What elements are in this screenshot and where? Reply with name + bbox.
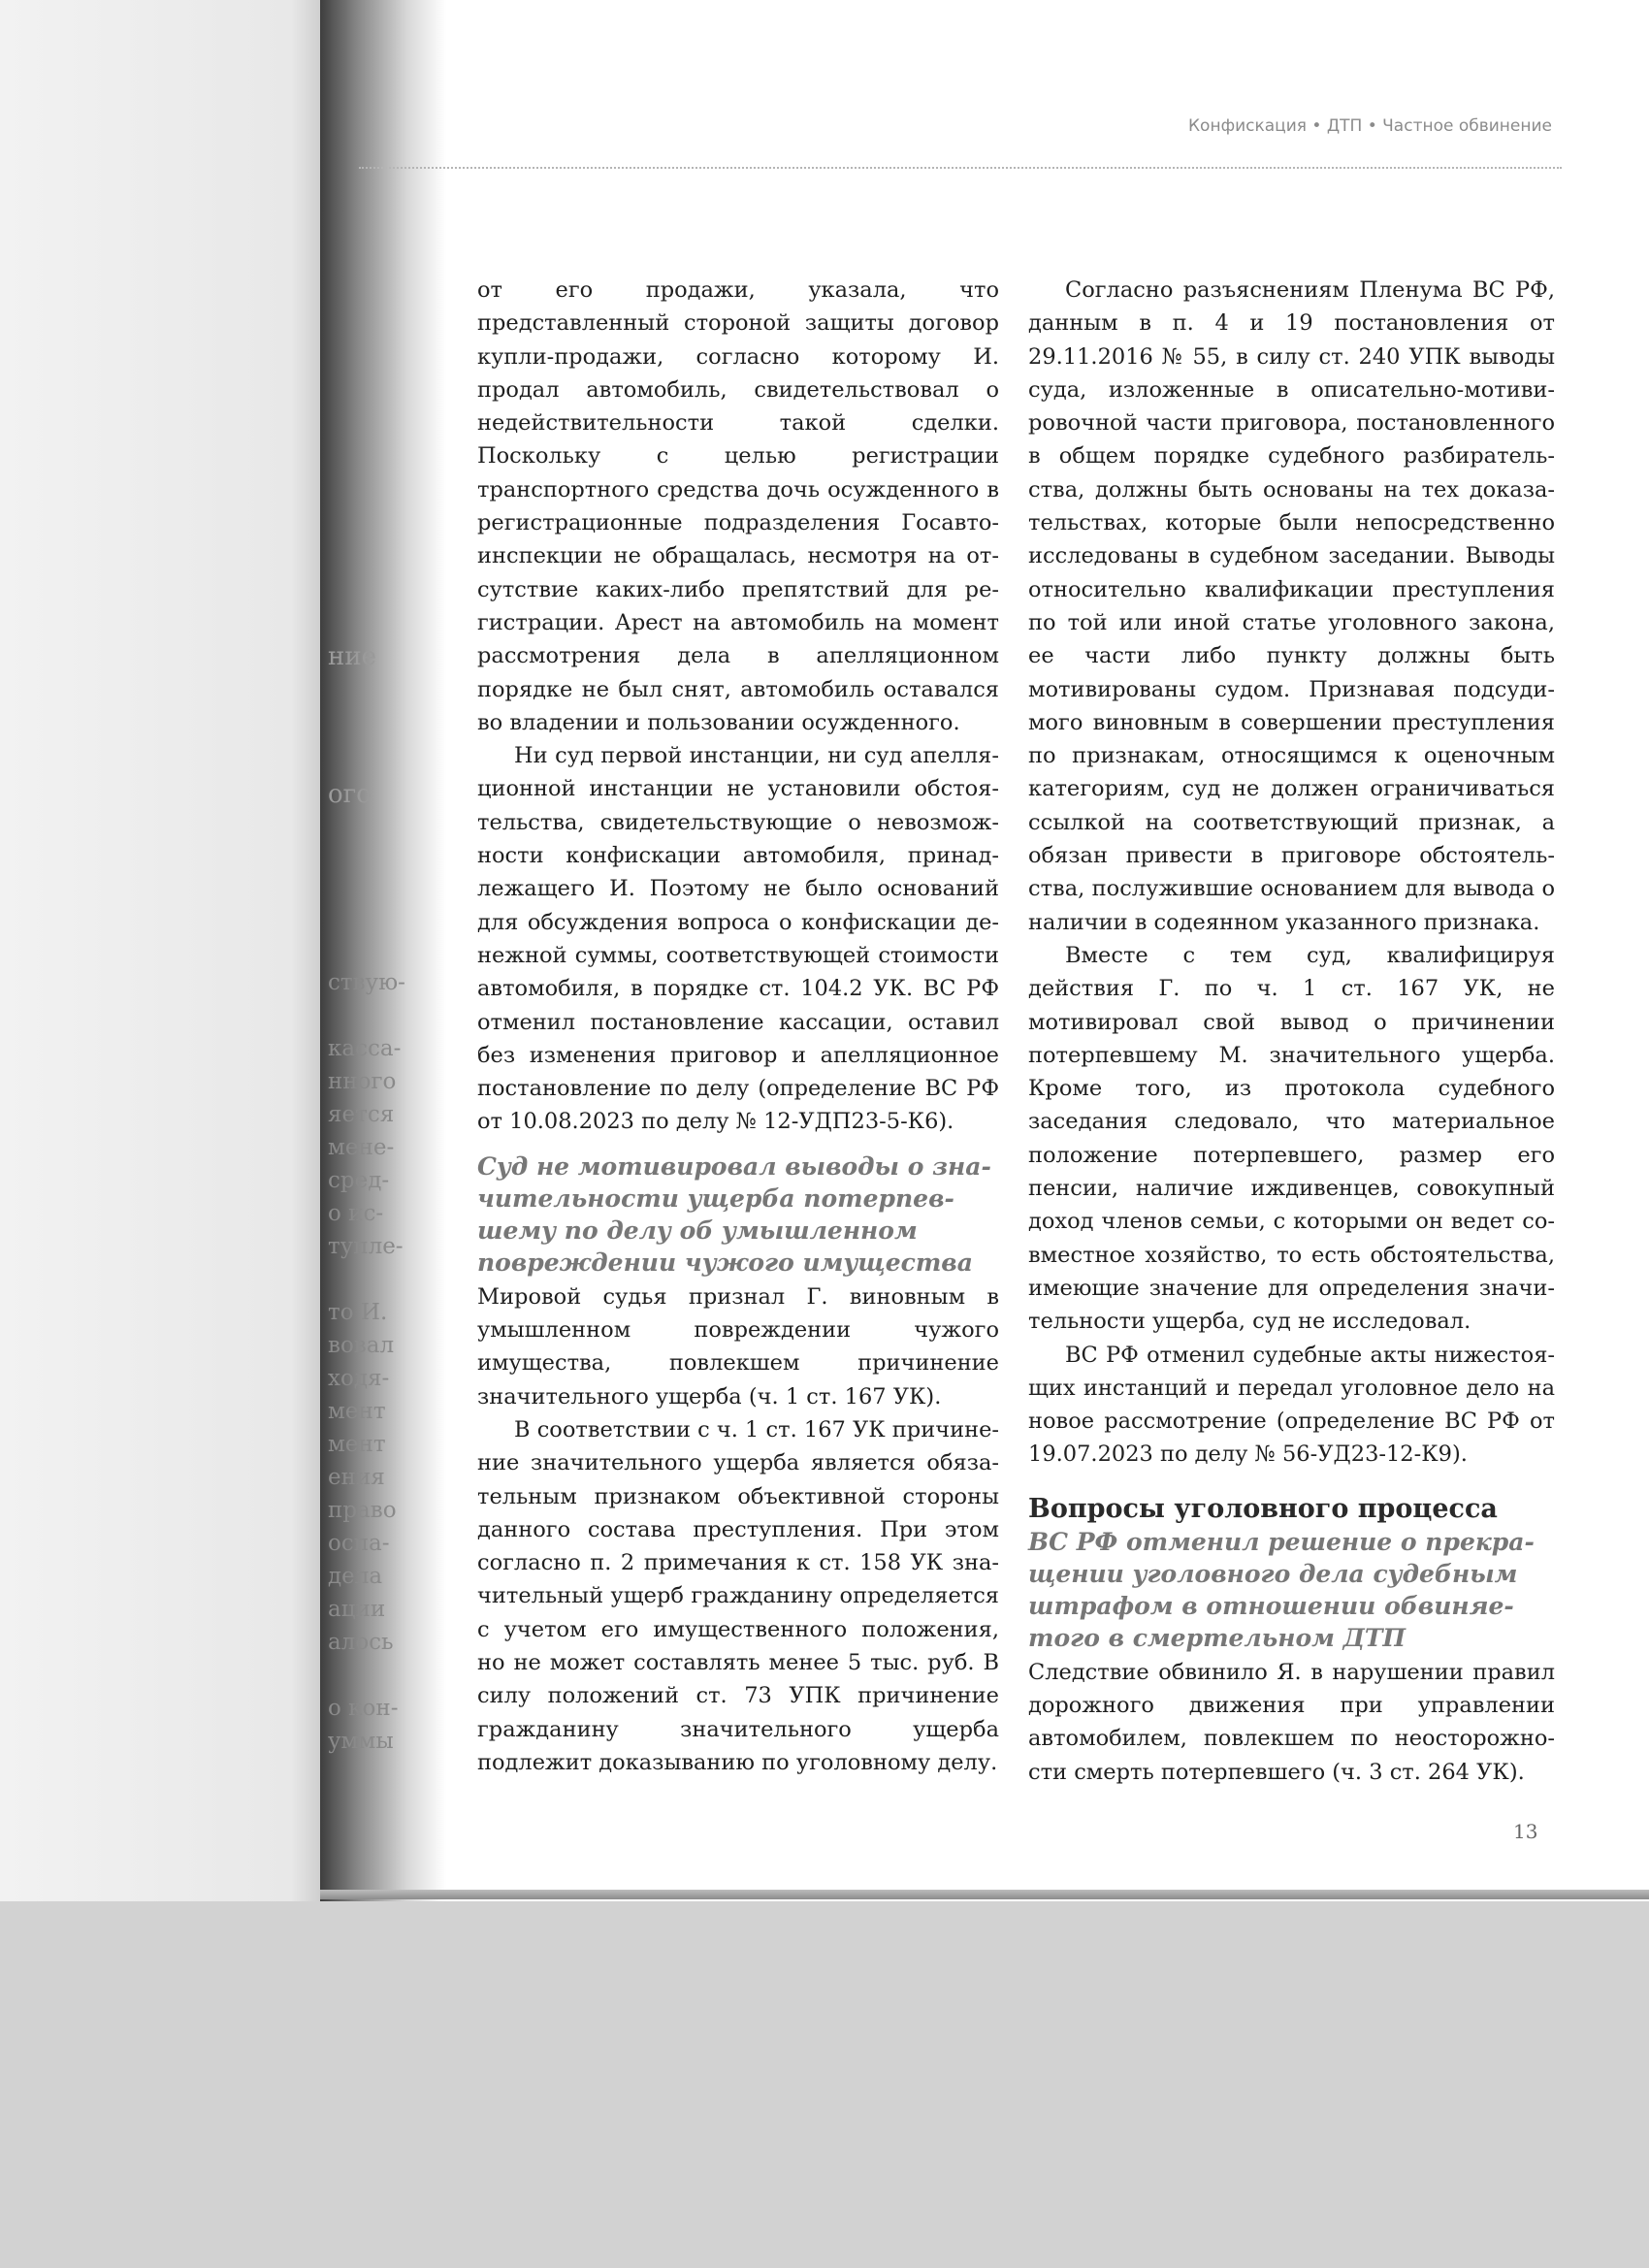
paragraph: ВС РФ отменил судебные акты нижестоящих инстанций и передал уголовное дело на новое рассмотрение (определение ВС РФ от 19.07.2023 по делу № 56-УД23-12-К9).: [1028, 1342, 1555, 1468]
left-page-fragment: мент: [328, 1399, 386, 1424]
left-page-fragment: мент: [328, 1432, 386, 1457]
left-page-fragment: вовал: [328, 1333, 395, 1358]
left-page-fragment: нного: [328, 1069, 397, 1094]
header-dotted-rule: [359, 167, 1562, 169]
running-header: Конфискация • ДТП • Частное обвинение: [1187, 116, 1552, 136]
left-page-fragment: то И.: [328, 1300, 388, 1325]
left-page-fragment: ние: [328, 642, 377, 671]
left-page-fragment: ения: [328, 1465, 385, 1490]
page-number: 13: [1513, 1820, 1538, 1843]
paragraph: Вместе с тем суд, квалифицируя действия Г. по ч. 1 ст. 167 УК, не мотивировал свой вывод о причинении потерпевшему М. значительного ущерба. Кроме того, из протокола судебного заседания следовало, что материальное положение потерпевшего, размер его пенсии, наличие иждивенцев, совокупный доход членов семьи, с которыми он ведет совместное хозяйство, то есть обстоятельства, имеющие значение для определения значительности ущерба, суд не исследовал.: [1028, 942, 1555, 1335]
left-page-fragment: ого: [328, 780, 372, 809]
section-title: Вопросы уголовного процесса: [1028, 1493, 1498, 1524]
left-page-fragment: тупле-: [328, 1234, 404, 1259]
left-page-fragment: касса-: [328, 1036, 402, 1061]
page-bottom-edge: [320, 1890, 1649, 1899]
article-subheading: ВС РФ отменил решение о прекращении уголовного дела судебным штрафом в отношении обвиняеmого в смертельном ДТП: [1028, 1527, 1535, 1652]
left-page-fragment: право: [328, 1498, 397, 1523]
left-column: [477, 274, 999, 1779]
left-page-fragment: оспа-: [328, 1531, 390, 1556]
left-page-fragment: о ис-: [328, 1201, 384, 1226]
left-page-fragment: мене-: [328, 1135, 395, 1160]
left-page-fragment: о кон-: [328, 1696, 399, 1721]
paragraph: В соответствии с ч. 1 ст. 167 УК причинение значительного ущерба является обязательным признаком объективной стороны данного состава преступления. При этом согласно п. 2 примечания к ст. 158 УК значительный ущерб гражданину определяется с учетом его имущественного положения, но не может составлять менее 5 тыс. руб. В силу положений ст. 73 УПК причинение гражданину значительного ущерба подлежит доказыванию по уголовному делу.: [477, 1416, 999, 1775]
left-page-fragment: сред-: [328, 1168, 390, 1193]
paragraph: от его продажи, указала, что представленный стороной защиты договор купли-продажи, согласно которому И. продал автомобиль, свидетельствовал о недействительности такой сделки. Поскольку с целью регистрации транспортного средства дочь осужденного в регистрационные подразделения Госавтоинспекции не обращалась, несмотря на отсутствие каких-либо препятствий для регистрации. Арест на автомобиль на момент рассмотрения дела в апелляционном порядке не был снят, автомобиль оставался во владении и пользовании осужденного.: [477, 277, 999, 735]
left-page-fragment: ствую-: [328, 970, 405, 995]
paragraph: Ни суд первой инстанции, ни суд апелляционной инстанции не установили обстоятельства, свидетельствующие о невозможности конфискации автомобиля, принадлежащего И. Поэтому не было оснований для обсуждения вопроса о конфискации денежной суммы, соответствующей стоимости автомобиля, в порядке ст. 104.2 УК. ВС РФ отменил постановление кассации, оставил без изменения приговор и апелляционное постановление по делу (определение ВС РФ от 10.08.2023 по делу № 12-УДП23-5-К6).: [477, 743, 999, 1135]
left-page-fragment: яется: [328, 1102, 395, 1127]
paragraph: Согласно разъяснениям Пленума ВС РФ, данным в п. 4 и 19 постановления от 29.11.2016 № 55, в силу ст. 240 УПК выводы суда, изложенные в описательно-мотивировочной части приговора, постановленного в общем порядке судебного разбирательства, должны быть основаны на тех доказательствах, которые были непосредственно исследованы в судебном заседании. Выводы относительно квалификации преступления по той или иной статье уголовного закона, ее части либо пункту должны быть мотивированы судом. Признавая подсудимого виновным в совершении преступления по признакам, относящимся к оценочным категориям, суд не должен ограничиваться ссылкой на соответствующий признак, а обязан привести в приговоре обстоятельства, послужившие основанием для вывода о наличии в содеянном указанного признака.: [1028, 277, 1555, 935]
left-page-fragment: уммы: [328, 1729, 394, 1754]
previous-page-edge: [0, 0, 320, 1901]
left-page-fragment: ходя-: [328, 1366, 390, 1391]
article-subheading: Суд не мотивировал выводы о значительности ущерба потерпевшему по делу об умышленном повреждении чужого имущества: [477, 1151, 991, 1277]
left-page-fragment: дела: [328, 1564, 383, 1589]
scanner-bed: [0, 1901, 1649, 2268]
paragraph: Следствие обвинило Я. в нарушении правил дорожного движения при управлении автомобилем, повлекшем по неосторожности смерть потерпевшего (ч. 3 ст. 264 УК).: [1028, 1659, 1555, 1785]
right-column: [1028, 274, 1555, 1789]
paragraph: Мировой судья признал Г. виновным в умышленном повреждении чужого имущества, повлекшем причинение значительного ущерба (ч. 1 ст. 167 УК).: [477, 1283, 999, 1409]
left-page-fragment: алось: [328, 1630, 394, 1655]
left-page-fragment: ации: [328, 1597, 386, 1622]
